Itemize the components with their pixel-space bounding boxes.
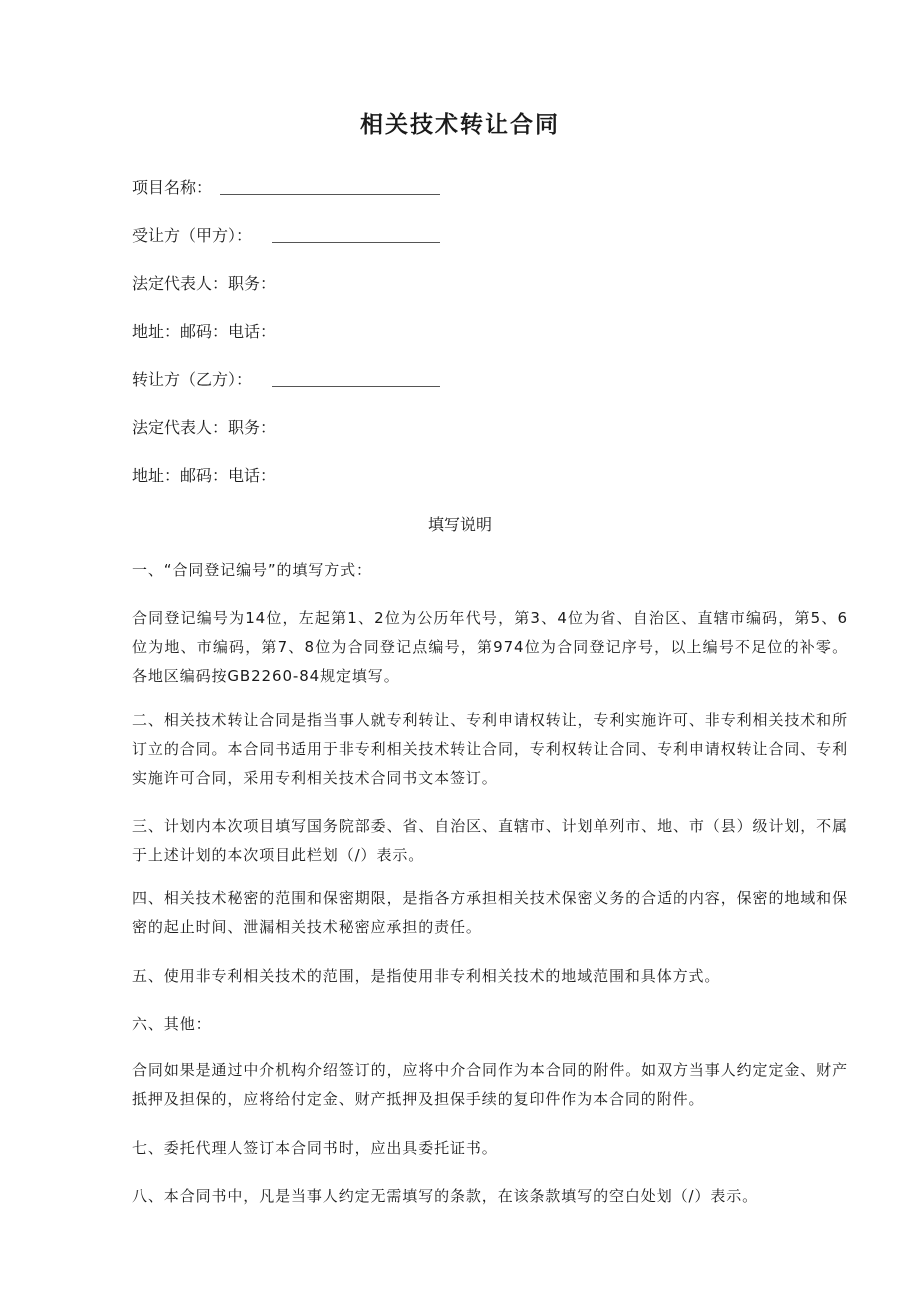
transferee-blank xyxy=(272,242,440,243)
instruction-paragraph-2: 合同登记编号为14位，左起第1、2位为公历年代号，第3、4位为省、自治区、直辖市编码，第5、6位为地、市编码，第7、8位为合同登记点编号，第974位为合同登记序号，以上编号不足位的补零。各地区编码按GB2260-84规定填写。 xyxy=(132,609,848,685)
transferee-address-label: 地址：邮码：电话： xyxy=(132,322,277,341)
instruction-paragraph-3: 二、相关技术转让合同是指当事人就专利转让、专利申请权转让，专利实施许可、非专利相关技术和所订立的合同。本合同书适用于非专利相关技术转让合同，专利权转让合同、专利申请权转让合同、专利实施许可合同，采用专利相关技术合同书文本签订。 xyxy=(132,711,848,787)
transferee-label: 受让方（甲方）： xyxy=(132,226,253,245)
transferor-label: 转让方（乙方）： xyxy=(132,370,253,389)
instruction-paragraph-10: 八、本合同书中，凡是当事人约定无需填写的条款，在该条款填写的空白处划（/）表示。 xyxy=(132,1187,759,1205)
instructions-heading: 填写说明 xyxy=(427,515,492,534)
instruction-paragraph-7: 六、其他： xyxy=(132,1015,212,1033)
instruction-paragraph-5: 四、相关技术秘密的范围和保密期限，是指各方承担相关技术保密义务的合适的内容，保密的地域和保密的起止时间、泄漏相关技术秘密应承担的责任。 xyxy=(132,889,848,936)
transferee-rep-label: 法定代表人：职务： xyxy=(132,274,277,293)
project-name-blank xyxy=(220,194,440,195)
transferor-blank xyxy=(272,386,440,387)
instruction-paragraph-8: 合同如果是通过中介机构介绍签订的，应将中介合同作为本合同的附件。如双方当事人约定定金、财产抵押及担保的，应将给付定金、财产抵押及担保手续的复印件作为本合同的附件。 xyxy=(132,1061,848,1108)
transferor-address-label: 地址：邮码：电话： xyxy=(132,466,277,485)
instruction-paragraph-1: 一、“合同登记编号”的填写方式： xyxy=(132,561,372,579)
instruction-paragraph-9: 七、委托代理人签订本合同书时，应出具委托证书。 xyxy=(132,1139,498,1157)
instruction-paragraph-6: 五、使用非专利相关技术的范围，是指使用非专利相关技术的地域范围和具体方式。 xyxy=(132,967,721,985)
instruction-paragraph-4: 三、计划内本次项目填写国务院部委、省、自治区、直辖市、计划单列市、地、市（县）级计划，不属于上述计划的本次项目此栏划（/）表示。 xyxy=(132,817,848,864)
transferor-rep-label: 法定代表人：职务： xyxy=(132,418,277,437)
document-title: 相关技术转让合同 xyxy=(360,111,560,138)
project-name-label: 项目名称： xyxy=(132,178,213,197)
